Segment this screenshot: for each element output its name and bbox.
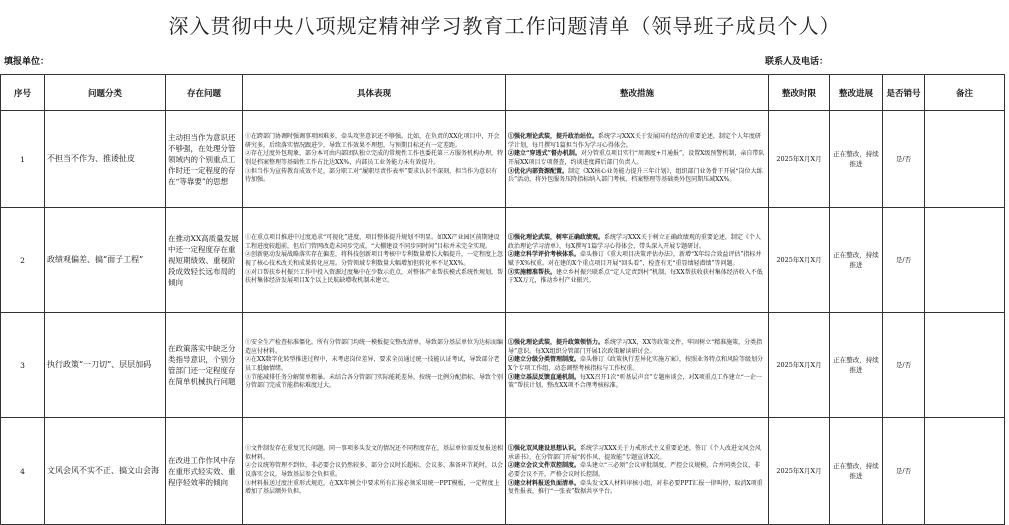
contact-label: 联系人及电话： <box>765 57 829 67</box>
deadline: 2025年X月X月 <box>769 111 830 208</box>
measure-heading: ②建立“穿透式”督办机制。 <box>508 150 581 158</box>
measure-body: 系统学习XX，XX等政策文件，牢固树立“精准施策，分类指导”意识。每XX组织分管部门开展1次政策解读研讨会。 <box>508 339 763 355</box>
progress: 正在整改，持续推进 <box>830 313 883 418</box>
measure-body: 对分管重点项目实行“周调度+月通报”，设置X级预警机制，亲自带队开展XX项目专项督查，约谈进度滞后部门负责人。 <box>508 150 765 166</box>
note <box>925 313 1005 418</box>
measure-heading: ③优化内部资源配置。 <box>508 167 569 175</box>
measure-item <box>508 480 766 497</box>
note <box>925 208 1005 313</box>
closed-status: 是/否 <box>883 313 925 418</box>
specific-description <box>243 111 506 208</box>
header-description: 具体表现 <box>243 75 506 111</box>
measure-heading: ①强化理论武装，提升政策领悟力。 <box>508 339 605 347</box>
table-row <box>1 418 1005 525</box>
measure-item <box>508 269 766 286</box>
measure-heading: ③建立材料报送负面清单。 <box>508 479 581 487</box>
measure-item <box>508 374 766 391</box>
page-title: 深入贯彻中央八项规定精神学习教育工作问题清单（领导班子成员个人） <box>168 14 841 38</box>
header-progress: 整改进展 <box>830 75 883 111</box>
rectification-measures <box>506 111 769 208</box>
measure-item <box>508 356 766 373</box>
problem-table <box>0 74 1005 525</box>
row-number: 2 <box>1 208 45 313</box>
measure-body: 系统学习XXX关于树立正确政绩观的重要论述，制定《个人政治理论学习清单》，每X撰写1篇学习心得体会，带头深入开展专题研讨。 <box>508 234 761 250</box>
description-item: ②在XX数字化转型推进过程中，未考虑岗位差异，要求全员通过统一技能认证考试，导致部分老员工抵触情绪。 <box>245 356 500 372</box>
deadline: 2025年X月X月 <box>769 208 830 313</box>
measure-body: 牵头建立“三必须”会议审批制度，严控会议规模，合并同类会议，非必要会议不开，严格会议时长控制。 <box>508 462 761 478</box>
description-item: ③担当作为宣传教育成效不足，部分职工对“履职尽责作表率”要求认识不深刻，担当作为意识有待加强。 <box>245 167 498 184</box>
measure-item <box>508 251 766 268</box>
table-row <box>1 208 1005 313</box>
measure-heading: ②建立会议文件双控制度。 <box>508 462 581 470</box>
description-item: ③对口帮扶乡村振兴工作中投入资源过度集中在少数示范点，对整体产业帮扶模式系统性规划，帮扶村集体经济发展项目X个以上民航缺增收机制未建立。 <box>245 268 504 285</box>
measure-body: 牵头修订《政策执行差异化实施方案》，按照业务特点和风险等级划分X个专项工作组，动态调整考核指标与工作权重。 <box>508 356 764 372</box>
problem-category: 政绩观偏差、搞“面子工程” <box>45 208 166 313</box>
measure-body: 制定《XX核心业务能力提升三年计划》，组织部门业务骨干开展“岗位大练兵”活动，将外包服务压降指标纳入部门考核，档案整理等基础类外包同期压减XX%。 <box>508 167 763 184</box>
measure-item <box>508 462 766 479</box>
progress: 正在整改，持续推进 <box>830 418 883 525</box>
progress: 正在整改，持续推进 <box>830 111 883 208</box>
header-measures: 整改措施 <box>506 75 769 111</box>
specific-description <box>243 208 506 313</box>
measure-item <box>508 133 766 150</box>
description-item: ②创新驱动发展战略落实存在偏差，将科技创新项目考核中专利数量增长大幅提升，一定程度上忽视了核心技术改关和成果转化应用。分管领域专利数量大幅增加但转化率不足XX%。 <box>245 251 504 267</box>
specific-description <box>243 313 506 418</box>
note <box>925 111 1005 208</box>
header-closed: 是否销号 <box>883 75 925 111</box>
measure-item <box>508 150 766 167</box>
problem-category: 执行政策“一刀切”、层层加码 <box>45 313 166 418</box>
header-deadline: 整改时限 <box>769 75 830 111</box>
description-item: ③材料报送过度注重形式规范，在XX年例会中要求所有汇报必须采用统一PPT模板，一定程度上增加了基层额外负担。 <box>245 479 500 496</box>
measure-heading: ③实施精准帮扶。 <box>508 268 557 276</box>
header-problem: 存在问题 <box>166 75 243 111</box>
measure-body: 牵头发文X人材料审核小组，对非必要PPT汇报一律叫停，取消X项重复性报表，推行“一张表”数据共享平台。 <box>508 479 763 496</box>
measure-body: 系统学习XXX关于发展国有经济的重要论述，制定个人年度研学计划，每月撰写1篇担当作为学习心得体会。 <box>508 133 761 149</box>
measure-body: 建立乡村振兴联系点“定人定责到村”机制，每XX帮扶收获村集体经济收入不低于XX万元，推动乡村产业振兴。 <box>508 268 763 285</box>
progress: 正在整改，持续推进 <box>830 208 883 313</box>
row-number: 3 <box>1 313 45 418</box>
description-item: ①在重点项目推进中过度追求“可视化”进度，项目整体提升规划不明显。如XX产业园区前期建设工程进度较超前，但后门管网改造未同步完成，“大棚建设不同步同时间”目标并未完全实现。 <box>245 234 500 250</box>
measure-heading: ①强化双风建设思想认识。 <box>508 445 581 453</box>
measure-item <box>508 234 766 251</box>
measure-heading: ②建立分级分类管理制度。 <box>508 356 581 364</box>
existing-problem: 在政策落实中缺乏分类指导意识，个别分管部门还一定程度存在简单机械执行问题 <box>166 313 243 418</box>
description-item: ③节能减排任务分解简单粗暴。未结合各分管部门实际能耗差异，按统一比例分配指标，导致个别分管部门完成节能指标难度过大。 <box>245 373 504 390</box>
deadline: 2025年X月X月 <box>769 313 830 418</box>
existing-problem: 主动担当作为意识还不够强，在处理分管领域内的个别重点工作时还一定程度的存在“等靠要”的思想 <box>166 111 243 208</box>
unit-label: 填报单位： <box>4 57 50 67</box>
problem-category: 不担当不作为、推诿扯皮 <box>45 111 166 208</box>
existing-problem: 在改进工作作风中存在重形式轻实效、重程序轻效率的倾向 <box>166 418 243 525</box>
closed-status: 是/否 <box>883 208 925 313</box>
measure-heading: ③建立基层反馈直通机制。 <box>508 373 581 381</box>
description-item: ①安全生产检查标准僵化。所有分管部门均统一模板提交整改清单，导致部分基层单位为达标而编造应付材料。 <box>245 339 504 355</box>
measure-item <box>508 339 766 356</box>
rectification-measures <box>506 208 769 313</box>
description-item: ②存在过度外包现象，部分本可由内部团队独立完成的常规性工作也委托第三方服务机构办理，特别是档案整理等基础性工作占比达XX%，内部员工业务能力未有效提升。 <box>245 150 504 166</box>
measure-body: 牵头修订《重大项目决策评估办法》，新增“X年综合效益评估”指标并赋予X%权重。对在建的X个重点项目开展“回头看”，检查有无“重显绩轻潜绩”等问题。 <box>508 251 762 267</box>
measure-item <box>508 445 766 462</box>
rectification-measures <box>506 313 769 418</box>
header-no: 序号 <box>1 75 45 111</box>
header-note: 备注 <box>925 75 1005 111</box>
table-row <box>1 111 1005 208</box>
table-row <box>1 313 1005 418</box>
row-number: 4 <box>1 418 45 525</box>
description-item: ①在跨部门协调时强调事项困难多，牵头攻坚意识还不够强。比如，在负责的XX化项目中，开会研究多，后续落实情况跟进少，导致工作效果不理想，与预期目标还有一定差距。 <box>245 133 500 149</box>
measure-body: 系统学习XXX关于力戒形式主义重要论述，签订《个人改进文风会风承诺书》，在分管部门开展“转作风、提效能”专题宣讲X次。 <box>508 445 761 461</box>
header-row <box>1 75 1005 111</box>
measure-body: 每XX召开1次“听基层声音”专题座谈会，对X项重点工作建立“一企一策”帮扶计划，整改XX项不合理考核标准。 <box>508 373 762 390</box>
measure-item <box>508 168 766 185</box>
measure-heading: ①强化理论武装，树牢正确政绩观。 <box>508 234 605 242</box>
measure-heading: ②建立科学评价考核体系。 <box>508 251 581 259</box>
existing-problem: 在推动XX高质量发展中还一定程度存在重视短期绩效、重视阶段成效轻长远布局的倾向 <box>166 208 243 313</box>
note <box>925 418 1005 525</box>
row-number: 1 <box>1 111 45 208</box>
closed-status: 是/否 <box>883 111 925 208</box>
header-category: 问题分类 <box>45 75 166 111</box>
closed-status: 是/否 <box>883 418 925 525</box>
problem-category: 文风会风不实不正、搞文山会海 <box>45 418 166 525</box>
rectification-measures <box>506 418 769 525</box>
deadline: 2025年X月X月 <box>769 418 830 525</box>
measure-heading: ①强化理论武装，提升政治站位。 <box>508 133 599 141</box>
specific-description <box>243 418 506 525</box>
description-item: ②会议统筹管理不到位，非必要会议仍然较多，部分会议时长超标，会议多、准备环节耗时，以会议落实会议，导致基层参会负担重。 <box>245 462 504 478</box>
description-item: ①文件制发存在重复冗长问题。同一事项多头发文的情况还不同程度存在，基层单位需反复报送相似材料。 <box>245 445 504 461</box>
